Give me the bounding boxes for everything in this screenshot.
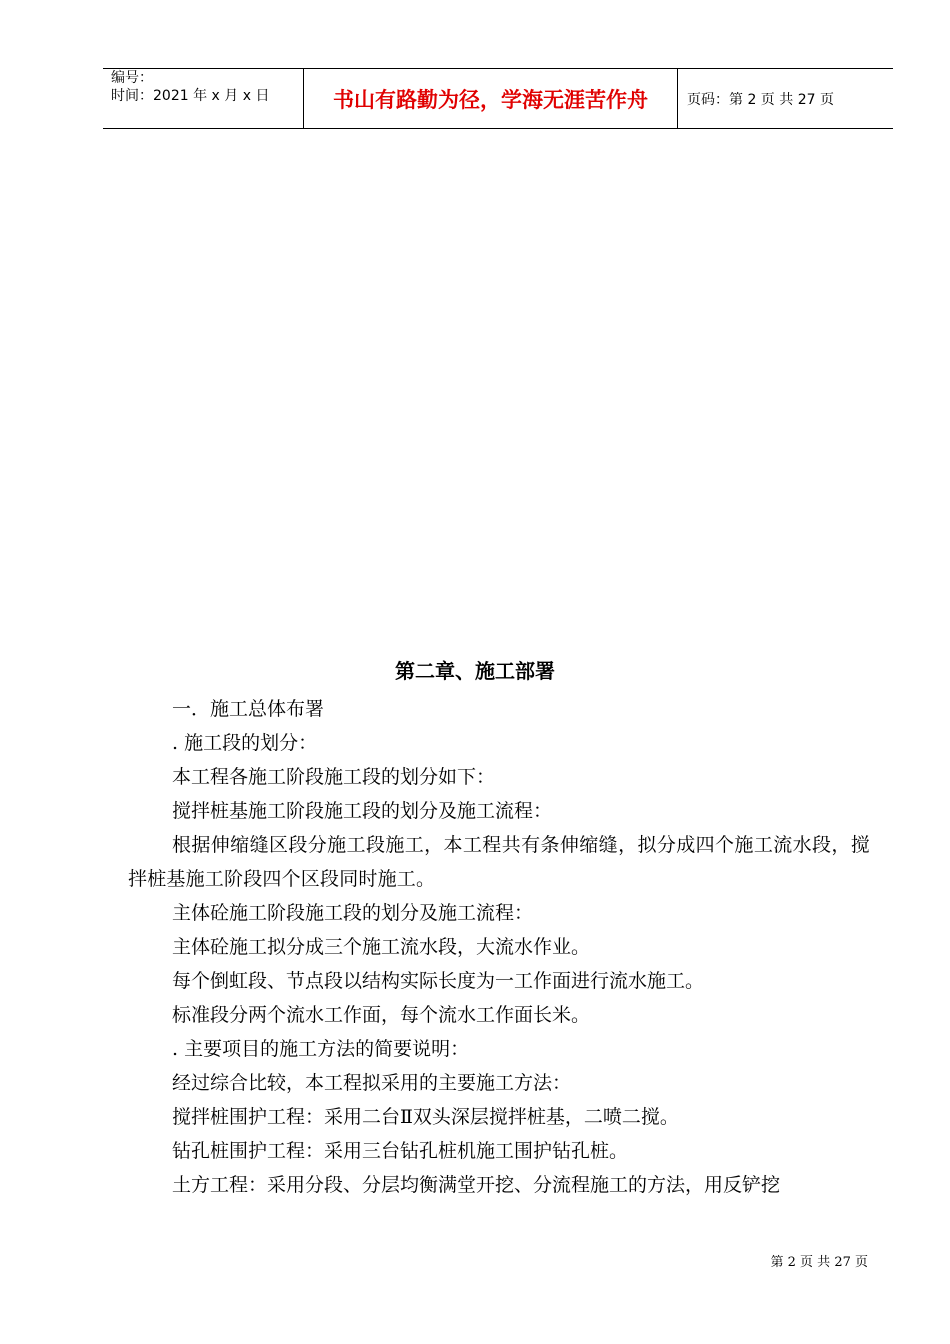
page-footer: 第 2 页 共 27 页: [770, 1255, 868, 1270]
paragraph: 一．施工总体布署: [172, 698, 325, 720]
chapter-title: 第二章、施工部署: [395, 659, 555, 683]
page-header: [103, 68, 893, 129]
document-time-label: 时间：2021 年 x 月 x 日: [111, 88, 270, 104]
header-motto: 书山有路勤为径，学海无涯苦作舟: [304, 69, 678, 128]
paragraph: 本工程各施工阶段施工段的划分如下：: [172, 766, 496, 788]
paragraph: 搅拌桩围护工程：采用二台Ⅱ双头深层搅拌桩基，二喷二搅。: [172, 1106, 679, 1128]
paragraph: 根据伸缩缝区段分施工段施工，本工程共有条伸缩缝，拟分成四个施工流水段，搅拌桩基施工阶段四个区段同时施工。: [128, 834, 870, 890]
paragraph: 经过综合比较，本工程拟采用的主要施工方法：: [172, 1072, 572, 1094]
paragraph: 钻孔桩围护工程：采用三台钻孔桩机施工围护钻孔桩。: [172, 1140, 629, 1162]
header-page-code: 页码：第 2 页 共 27 页: [687, 91, 834, 108]
paragraph: 搅拌桩基施工阶段施工段的划分及施工流程：: [172, 800, 553, 822]
header-meta-cell: [103, 69, 304, 128]
paragraph: 主体砼施工拟分成三个施工流水段，大流水作业。: [172, 936, 591, 958]
paragraph: . 主要项目的施工方法的简要说明：: [172, 1038, 470, 1060]
document-number-label: 编号：: [111, 70, 153, 86]
paragraph: 每个倒虹段、节点段以结构实际长度为一工作面进行流水施工。: [172, 970, 705, 992]
paragraph: 土方工程：采用分段、分层均衡满堂开挖、分流程施工的方法，用反铲挖: [172, 1174, 781, 1196]
paragraph: 主体砼施工阶段施工段的划分及施工流程：: [172, 902, 534, 924]
paragraph: 标准段分两个流水工作面，每个流水工作面长米。: [172, 1004, 591, 1026]
paragraph: . 施工段的划分：: [172, 732, 318, 754]
document-body: [128, 692, 870, 1202]
